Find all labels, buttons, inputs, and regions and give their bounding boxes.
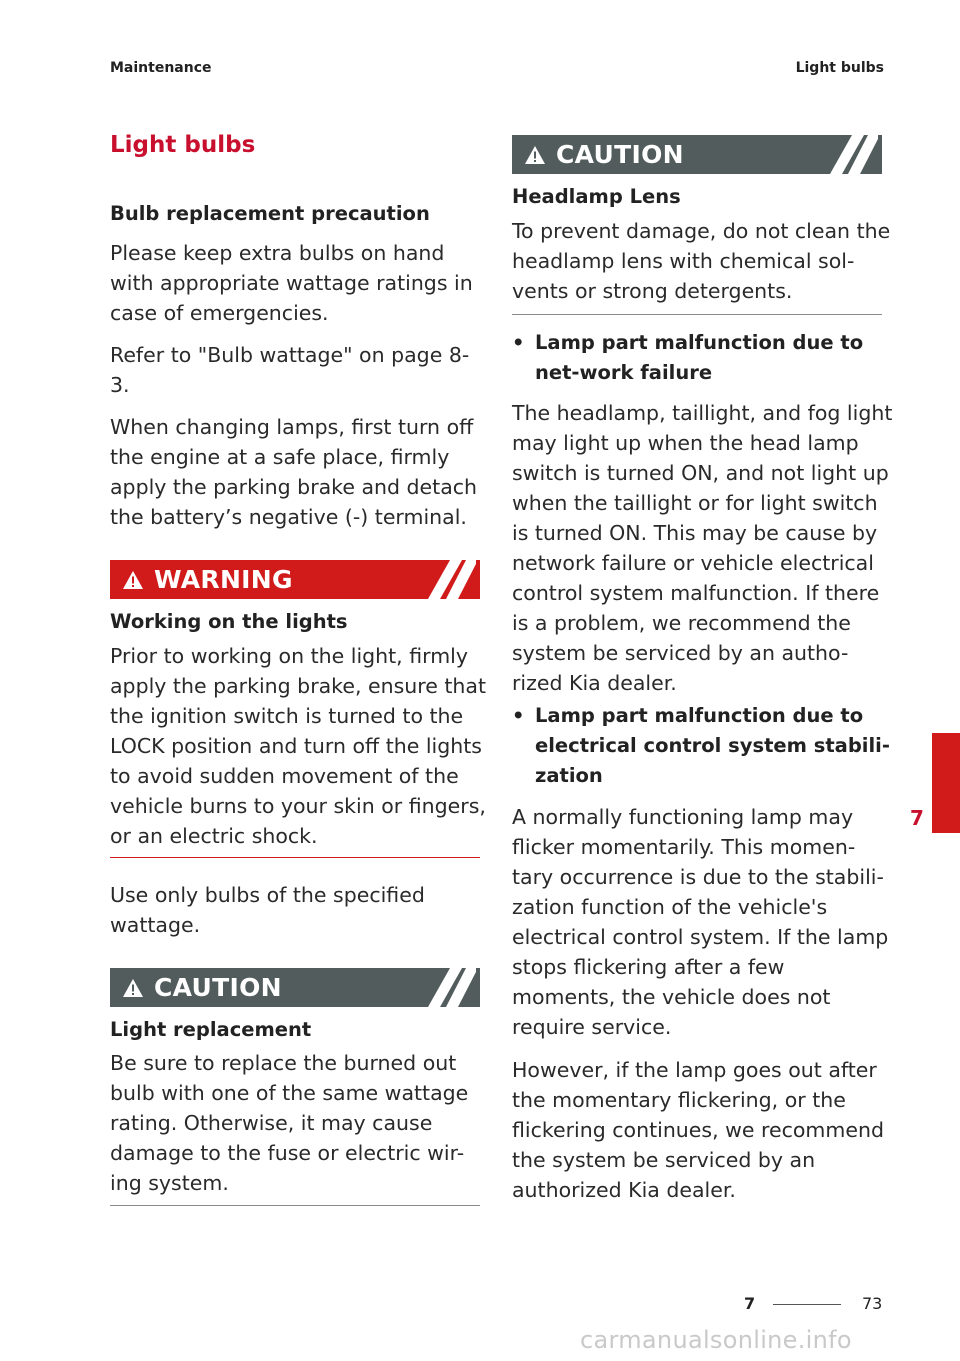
text-line: network failure or vehicle electrical xyxy=(512,551,874,575)
text-line: to avoid sudden movement of the xyxy=(110,764,459,788)
text-line: Lamp part malfunction due to xyxy=(535,331,864,354)
text-line: zation xyxy=(535,764,603,787)
caution-end-rule xyxy=(110,1205,480,1206)
stabilization-paragraph xyxy=(512,802,902,1042)
stripes-decoration-icon xyxy=(824,135,878,174)
text-line: electrical control system stabili- xyxy=(535,734,890,757)
text-line: However, if the lamp goes out after xyxy=(512,1058,877,1082)
text-line: the momentary flickering, or the xyxy=(512,1088,846,1112)
text-line: switch is turned ON, and not light up xyxy=(512,461,889,485)
precaution-paragraph xyxy=(110,238,490,328)
footer-chapter-number: 7 xyxy=(744,1294,756,1313)
warning-body xyxy=(110,641,490,851)
text-line: bulb with one of the same wattage xyxy=(110,1081,469,1105)
footer-page-number: 73 xyxy=(862,1294,883,1313)
section-title: Light bulbs xyxy=(110,132,256,158)
text-line: may light up when the head lamp xyxy=(512,431,859,455)
caution-heading: Light replacement xyxy=(110,1018,312,1041)
caution-body xyxy=(512,216,892,306)
precaution-heading: Bulb replacement precaution xyxy=(110,202,430,225)
list-item xyxy=(512,701,905,791)
recommendation-paragraph xyxy=(512,1055,902,1205)
chapter-tab xyxy=(932,733,960,833)
text-line: control system malfunction. If there xyxy=(512,581,880,605)
caution-end-rule xyxy=(512,314,882,315)
text-line: with appropriate wattage ratings in xyxy=(110,271,473,295)
warning-triangle-icon xyxy=(122,570,144,590)
warning-end-rule xyxy=(110,857,480,858)
running-header-topic: Light bulbs xyxy=(795,60,884,76)
warning-triangle-icon xyxy=(122,978,144,998)
text-line: flickering continues, we recommend xyxy=(512,1118,884,1142)
text-line: authorized Kia dealer. xyxy=(512,1178,736,1202)
caution-heading: Headlamp Lens xyxy=(512,185,681,208)
text-line: is a problem, we recommend the xyxy=(512,611,851,635)
running-header-section: Maintenance xyxy=(110,60,212,76)
footer-divider xyxy=(773,1304,841,1305)
network-failure-paragraph xyxy=(512,398,902,698)
caution-banner xyxy=(512,135,882,174)
warning-banner xyxy=(110,560,480,599)
text-line: The headlamp, taillight, and fog light xyxy=(512,401,893,425)
caution-label: CAUTION xyxy=(154,973,282,1002)
text-line: system be serviced by an autho- xyxy=(512,641,849,665)
text-line: Use only bulbs of the specified xyxy=(110,883,425,907)
text-line: moments, the vehicle does not xyxy=(512,985,831,1009)
text-line: flicker momentarily. This momen- xyxy=(512,835,856,859)
text-line: require service. xyxy=(512,1015,672,1039)
text-line: LOCK position and turn off the lights xyxy=(110,734,482,758)
watermark: carmanualsonline.info xyxy=(580,1326,852,1354)
text-line: zation function of the vehicle's xyxy=(512,895,828,919)
text-line: Refer to "Bulb wattage" on page 8- xyxy=(110,343,470,367)
text-line: Prior to working on the light, firmly xyxy=(110,644,468,668)
text-line: rized Kia dealer. xyxy=(512,671,677,695)
warning-label: WARNING xyxy=(154,565,293,594)
text-line: damage to the fuse or electric wir- xyxy=(110,1141,465,1165)
text-line: rating. Otherwise, it may cause xyxy=(110,1111,433,1135)
text-line: apply the parking brake, ensure that xyxy=(110,674,486,698)
text-line: stops flickering after a few xyxy=(512,955,785,979)
bullet-icon: • xyxy=(512,331,525,354)
text-line: Please keep extra bulbs on hand xyxy=(110,241,445,265)
stripes-decoration-icon xyxy=(422,560,476,599)
warning-heading: Working on the lights xyxy=(110,610,348,633)
bullet-icon: • xyxy=(512,704,525,727)
text-line: case of emergencies. xyxy=(110,301,329,325)
text-line: when the taillight or for light switch xyxy=(512,491,878,515)
text-line: wattage. xyxy=(110,913,201,937)
text-line: headlamp lens with chemical sol- xyxy=(512,249,855,273)
bulb-wattage-paragraph xyxy=(110,880,490,940)
reference-paragraph xyxy=(110,340,490,400)
text-line: To prevent damage, do not clean the xyxy=(512,219,891,243)
warning-triangle-icon xyxy=(524,145,546,165)
text-line: apply the parking brake and detach xyxy=(110,475,478,499)
text-line: is turned ON. This may be cause by xyxy=(512,521,878,545)
text-line: electrical control system. If the lamp xyxy=(512,925,889,949)
list-item xyxy=(512,328,905,388)
text-line: the ignition switch is turned to the xyxy=(110,704,464,728)
changing-lamps-paragraph xyxy=(110,412,490,532)
stripes-decoration-icon xyxy=(422,968,476,1007)
caution-banner xyxy=(110,968,480,1007)
text-line: 3. xyxy=(110,373,130,397)
text-line: or an electric shock. xyxy=(110,824,318,848)
chapter-tab-number: 7 xyxy=(910,806,924,830)
text-line: Be sure to replace the burned out xyxy=(110,1051,457,1075)
text-line: the engine at a safe place, firmly xyxy=(110,445,450,469)
text-line: tary occurrence is due to the stabili- xyxy=(512,865,884,889)
caution-body xyxy=(110,1048,490,1198)
text-line: the battery’s negative (-) terminal. xyxy=(110,505,467,529)
caution-label: CAUTION xyxy=(556,140,684,169)
text-line: the system be serviced by an xyxy=(512,1148,816,1172)
text-line: net-work failure xyxy=(535,361,713,384)
text-line: vents or strong detergents. xyxy=(512,279,793,303)
text-line: ing system. xyxy=(110,1171,229,1195)
text-line: vehicle burns to your skin or fingers, xyxy=(110,794,486,818)
text-line: When changing lamps, first turn off xyxy=(110,415,474,439)
text-line: A normally functioning lamp may xyxy=(512,805,854,829)
text-line: Lamp part malfunction due to xyxy=(535,704,864,727)
